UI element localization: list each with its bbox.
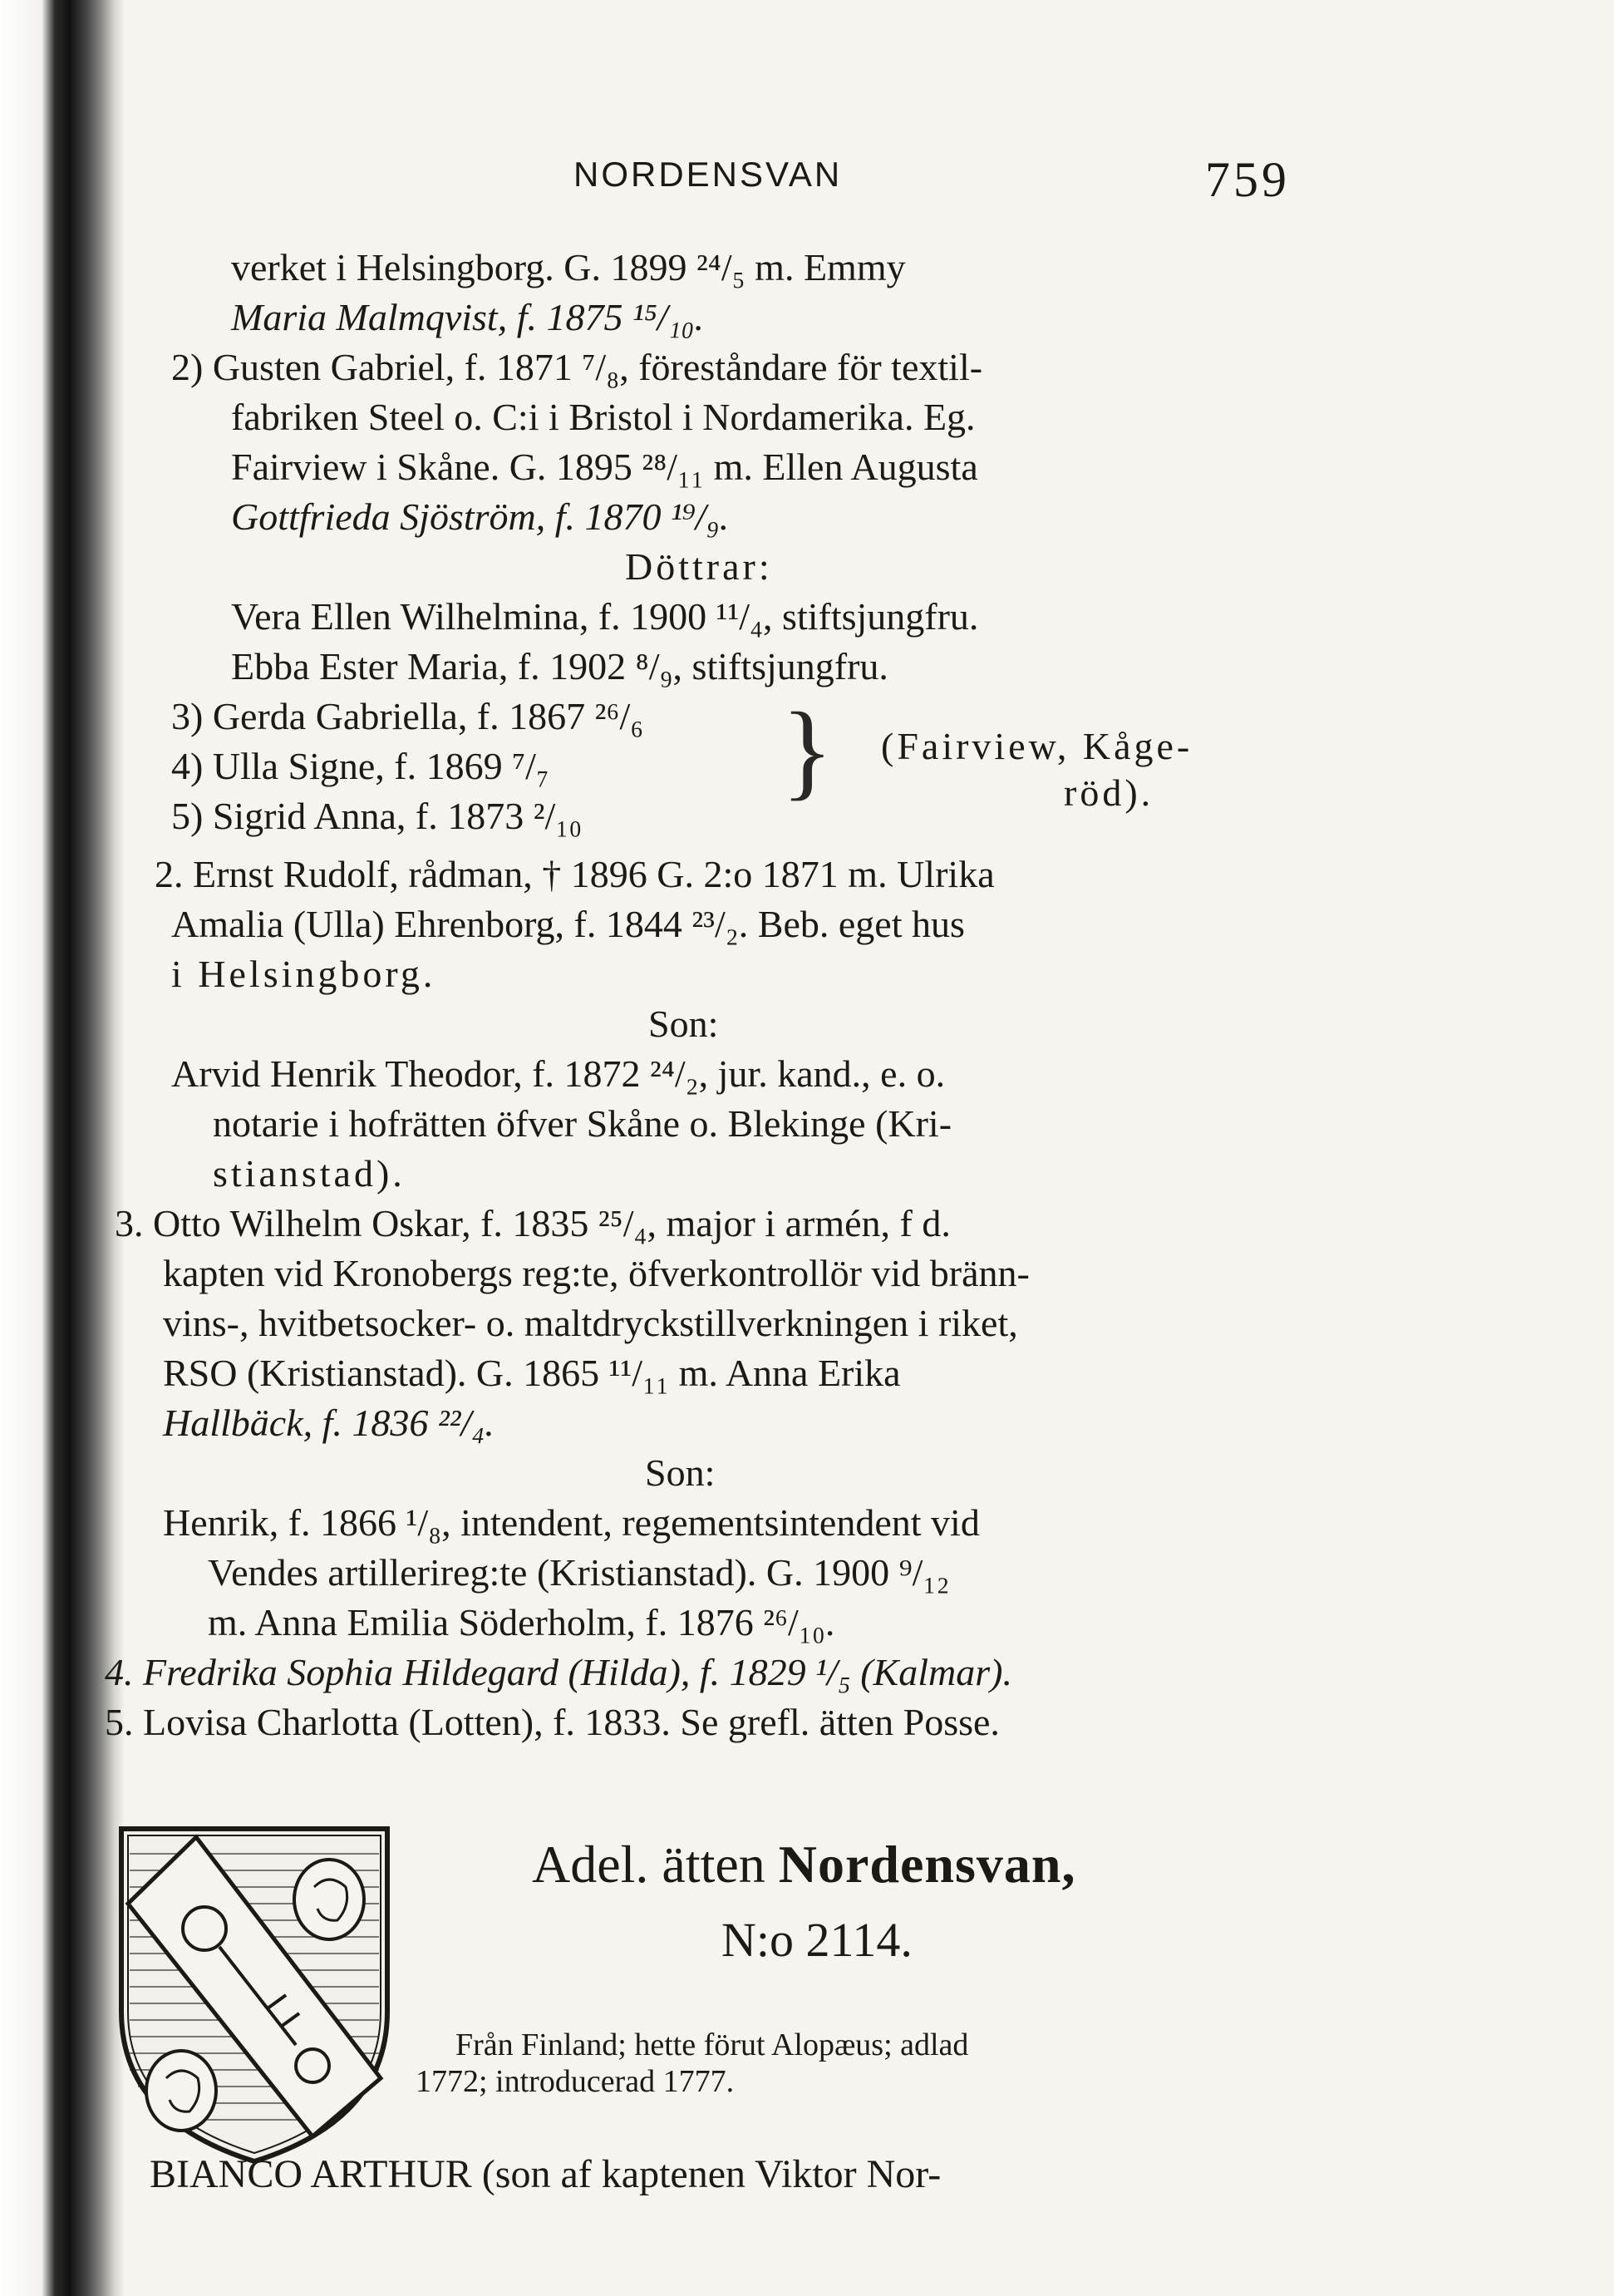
text-line: 5. Lovisa Charlotta (Lotten), f. 1833. Se grefl. ätten Posse.: [105, 1701, 1000, 1743]
running-header: NORDENSVAN: [573, 155, 843, 194]
text-line: verket i Helsingborg. G. 1899 ²⁴/₅ m. Emmy: [231, 246, 906, 288]
brace-text: röd).: [1064, 771, 1154, 814]
text-line: RSO (Kristianstad). G. 1865 ¹¹/₁₁ m. Anna Erika: [163, 1352, 901, 1394]
family-number: N:o 2114.: [721, 1913, 913, 1967]
family-title-name: Nordensvan,: [778, 1835, 1076, 1894]
text-line: Arvid Henrik Theodor, f. 1872 ²⁴/₂, jur. kand., e. o.: [171, 1052, 946, 1095]
origin-line-1: Från Finland; hette förut Alopæus; adlad: [455, 2027, 969, 2062]
subheading-son: Son:: [645, 1451, 716, 1494]
text-line: 5) Sigrid Anna, f. 1873 ²/₁₀: [171, 795, 583, 837]
text-line: 3) Gerda Gabriella, f. 1867 ²⁶/₆: [171, 695, 644, 737]
page-number: 759: [1205, 152, 1290, 207]
text-line: Gottfrieda Sjöström, f. 1870 ¹⁹/₉.: [231, 495, 730, 538]
text-line: Maria Malmqvist, f. 1875 ¹⁵/₁₀.: [231, 296, 705, 338]
subheading-dottrar: Döttrar:: [625, 545, 773, 588]
text-line: Hallbäck, f. 1836 ²²/₄.: [163, 1402, 495, 1444]
subheading-son: Son:: [648, 1003, 719, 1045]
coat-of-arms-shield: [105, 1804, 404, 2170]
text-line: notarie i hofrätten öfver Skåne o. Blekinge (Kri-: [213, 1102, 952, 1145]
text-line: 4) Ulla Signe, f. 1869 ⁷/₇: [171, 745, 549, 787]
text-line: Henrik, f. 1866 ¹/₈, intendent, regementsintendent vid: [163, 1501, 980, 1544]
text-line: i Helsingborg.: [171, 953, 436, 995]
text-line: kapten vid Kronobergs reg:te, öfverkontrollör vid bränn-: [163, 1252, 1030, 1294]
family-title: [532, 1834, 1076, 1895]
text-line: 2. Ernst Rudolf, rådman, † 1896 G. 2:o 1871 m. Ulrika: [155, 853, 995, 895]
text-line: fabriken Steel o. C:i i Bristol i Nordamerika. Eg.: [231, 396, 976, 438]
text-line: Fairview i Skåne. G. 1895 ²⁸/₁₁ m. Ellen Augusta: [231, 446, 978, 488]
brace-mark: }: [781, 691, 834, 810]
text-line: 2) Gusten Gabriel, f. 1871 ⁷/₈, föreståndare för textil-: [171, 346, 983, 388]
text-line: vins-, hvitbetsocker- o. maltdryckstillverkningen i riket,: [163, 1302, 1018, 1344]
brace-text: (Fairview, Kåge-: [881, 725, 1193, 767]
text-line: 4. Fredrika Sophia Hildegard (Hilda), f. 1829 ¹/₅ (Kalmar).: [105, 1651, 1012, 1693]
text-line: 3. Otto Wilhelm Oskar, f. 1835 ²⁵/₄, major i armén, f d.: [115, 1202, 951, 1244]
origin-line-2: 1772; introducerad 1777.: [416, 2064, 735, 2099]
text-line: stianstad).: [213, 1152, 406, 1195]
last-line: BIANCO ARTHUR (son af kaptenen Viktor Nor-: [150, 2152, 942, 2196]
text-line: Ebba Ester Maria, f. 1902 ⁸/₉, stiftsjungfru.: [231, 645, 888, 687]
family-title-prefix: Adel. ätten: [532, 1835, 779, 1894]
text-line: Vendes artillerireg:te (Kristianstad). G. 1900 ⁹/₁₂: [208, 1551, 950, 1594]
text-line: Amalia (Ulla) Ehrenborg, f. 1844 ²³/₂. Beb. eget hus: [171, 903, 965, 945]
text-line: m. Anna Emilia Söderholm, f. 1876 ²⁶/₁₀.: [208, 1601, 835, 1643]
text-line: Vera Ellen Wilhelmina, f. 1900 ¹¹/₄, stiftsjungfru.: [231, 595, 979, 638]
